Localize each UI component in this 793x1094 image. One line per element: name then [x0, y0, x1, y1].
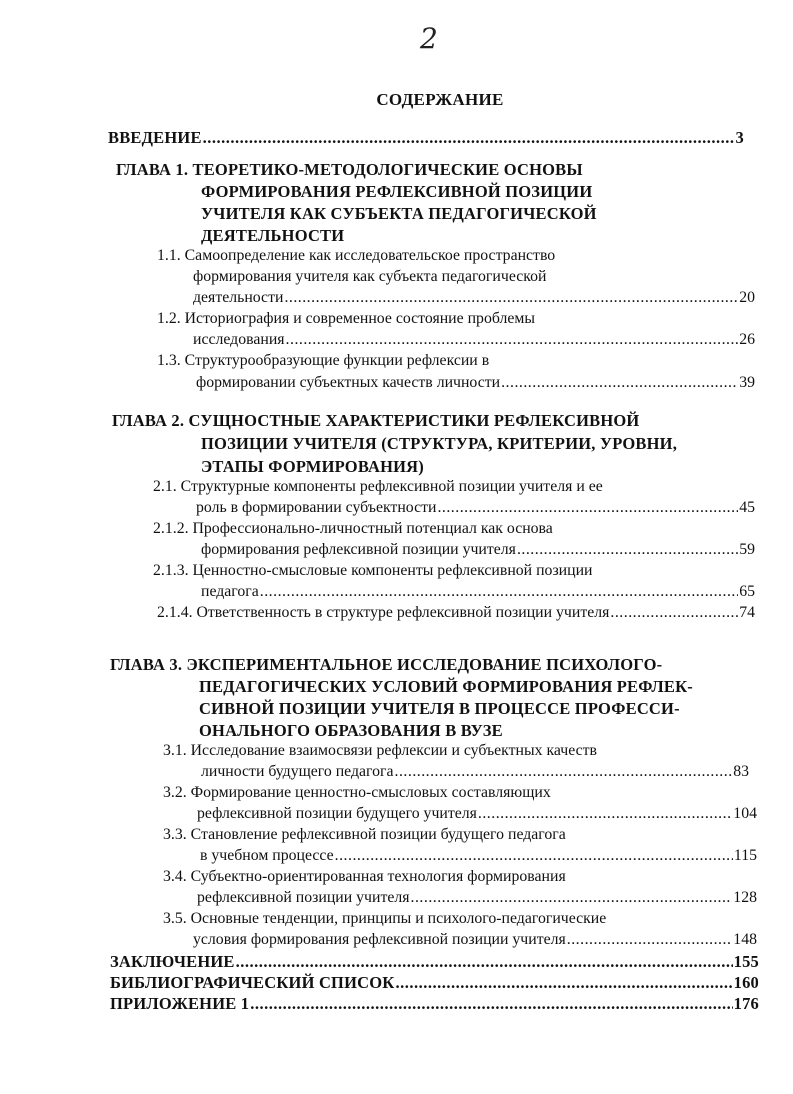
- leader-dots: [260, 583, 738, 601]
- toc-label: педагога: [201, 583, 259, 600]
- toc-label: формировании субъектных качеств личности: [196, 374, 501, 391]
- toc-entry-2-1-3[interactable]: [201, 583, 755, 601]
- leader-dots: [437, 499, 738, 517]
- chapter-2-heading-line-3: ЭТАПЫ ФОРМИРОВАНИЯ): [201, 457, 424, 476]
- toc-page: 176: [733, 994, 759, 1013]
- section-2-1-2-line-1: 2.1.2. Профессионально-личностный потенциал как основа: [153, 520, 553, 537]
- toc-page: 65: [739, 583, 755, 600]
- toc-entry-conclusion[interactable]: [110, 952, 759, 972]
- toc-entry-1-2[interactable]: [193, 331, 755, 349]
- toc-entry-2-1[interactable]: [196, 499, 755, 517]
- toc-page: 26: [739, 331, 755, 348]
- leader-dots: [567, 931, 733, 949]
- toc-label: ВВЕДЕНИЕ: [108, 128, 202, 147]
- leader-dots: [411, 889, 733, 907]
- leader-dots: [203, 128, 735, 148]
- chapter-2-heading-line-1: ГЛАВА 2. СУЩНОСТНЫЕ ХАРАКТЕРИСТИКИ РЕФЛЕКСИВНОЙ: [112, 411, 640, 430]
- toc-entry-1-3[interactable]: [196, 374, 755, 392]
- section-3-4-line-1: 3.4. Субъектно-ориентированная технология формирования: [163, 868, 566, 885]
- toc-label: формирования рефлексивной позиции учителя: [201, 541, 516, 558]
- leader-dots: [250, 994, 732, 1014]
- toc-page: 83: [733, 763, 749, 780]
- page-number: 2: [420, 22, 438, 55]
- toc-entry-3-2[interactable]: [197, 805, 757, 823]
- toc-label: роль в формировании субъектности: [196, 499, 437, 516]
- toc-page: 160: [733, 973, 759, 992]
- toc-page: 104: [733, 805, 757, 822]
- toc-entry-3-1[interactable]: [201, 763, 749, 781]
- toc-label: рефлексивной позиции учителя: [197, 889, 410, 906]
- section-1-1-line-1: 1.1. Самоопределение как исследовательское пространство: [157, 247, 556, 264]
- section-3-5-line-1: 3.5. Основные тенденции, принципы и психолого-педагогические: [163, 910, 607, 927]
- toc-entry-1-1[interactable]: [193, 289, 755, 307]
- toc-page: 45: [739, 499, 755, 516]
- leader-dots: [236, 952, 733, 972]
- toc-page: 115: [733, 847, 757, 864]
- chapter-3-heading-line-2: ПЕДАГОГИЧЕСКИХ УСЛОВИЙ ФОРМИРОВАНИЯ РЕФЛЕК-: [199, 677, 693, 696]
- toc-label: деятельности: [193, 289, 284, 306]
- toc-entry-introduction[interactable]: [108, 128, 744, 148]
- toc-entry-bibliography[interactable]: [110, 973, 759, 993]
- toc-label: рефлексивной позиции будущего учителя: [197, 805, 477, 822]
- leader-dots: [610, 604, 738, 622]
- section-2-1-line-1: 2.1. Структурные компоненты рефлексивной позиции учителя и ее: [153, 478, 603, 495]
- chapter-1-heading-line-1: ГЛАВА 1. ТЕОРЕТИКО-МЕТОДОЛОГИЧЕСКИЕ ОСНОВЫ: [116, 160, 583, 179]
- toc-page: 3: [735, 128, 744, 147]
- toc-entry-2-1-2[interactable]: [201, 541, 755, 559]
- toc-page: 39: [739, 374, 755, 391]
- leader-dots: [395, 973, 732, 993]
- toc-entry-appendix-1[interactable]: [110, 994, 759, 1014]
- toc-entry-2-1-4[interactable]: [157, 604, 755, 622]
- chapter-1-heading-line-4: ДЕЯТЕЛЬНОСТИ: [201, 226, 345, 245]
- toc-entry-3-4[interactable]: [197, 889, 757, 907]
- section-3-3-line-1: 3.3. Становление рефлексивной позиции будущего педагога: [163, 826, 566, 843]
- section-2-1-3-line-1: 2.1.3. Ценностно-смысловые компоненты рефлексивной позиции: [153, 562, 593, 579]
- toc-label: 2.1.4. Ответственность в структуре рефлексивной позиции учителя: [157, 604, 610, 621]
- leader-dots: [478, 805, 732, 823]
- chapter-2-heading-line-2: ПОЗИЦИИ УЧИТЕЛЯ (СТРУКТУРА, КРИТЕРИИ, УРОВНИ,: [201, 434, 678, 453]
- toc-label: в учебном процессе: [200, 847, 334, 864]
- leader-dots: [284, 289, 738, 307]
- toc-label: БИБЛИОГРАФИЧЕСКИЙ СПИСОК: [110, 973, 395, 992]
- toc-page: 20: [739, 289, 755, 306]
- chapter-3-heading-line-3: СИВНОЙ ПОЗИЦИИ УЧИТЕЛЯ В ПРОЦЕССЕ ПРОФЕССИ-: [199, 699, 680, 718]
- section-1-3-line-1: 1.3. Структурообразующие функции рефлексии в: [157, 352, 490, 369]
- chapter-1-heading-line-2: ФОРМИРОВАНИЯ РЕФЛЕКСИВНОЙ ПОЗИЦИИ: [201, 182, 593, 201]
- toc-page: 128: [733, 889, 757, 906]
- leader-dots: [501, 374, 738, 392]
- leader-dots: [517, 541, 738, 559]
- toc-page: 155: [733, 952, 759, 971]
- leader-dots: [395, 763, 733, 781]
- toc-entry-3-5[interactable]: [193, 931, 757, 949]
- toc-page: 74: [739, 604, 755, 621]
- toc-label: ЗАКЛЮЧЕНИЕ: [110, 952, 235, 971]
- toc-page: 59: [739, 541, 755, 558]
- toc-label: исследования: [193, 331, 285, 348]
- toc-entry-3-3[interactable]: [200, 847, 757, 865]
- section-3-2-line-1: 3.2. Формирование ценностно-смысловых составляющих: [163, 784, 551, 801]
- toc-label: условия формирования рефлексивной позиции учителя: [193, 931, 566, 948]
- chapter-3-heading-line-1: ГЛАВА 3. ЭКСПЕРИМЕНТАЛЬНОЕ ИССЛЕДОВАНИЕ ПСИХОЛОГО-: [110, 655, 663, 674]
- section-3-1-line-1: 3.1. Исследование взаимосвязи рефлексии и субъектных качеств: [163, 742, 597, 759]
- toc-page: 148: [733, 931, 757, 948]
- section-1-1-line-2: формирования учителя как субъекта педагогической: [193, 268, 547, 285]
- toc-label: личности будущего педагога: [201, 763, 394, 780]
- leader-dots: [335, 847, 733, 865]
- chapter-1-heading-line-3: УЧИТЕЛЯ КАК СУБЪЕКТА ПЕДАГОГИЧЕСКОЙ: [201, 204, 597, 223]
- page-title: СОДЕРЖАНИЕ: [376, 90, 504, 109]
- section-1-2-line-1: 1.2. Историография и современное состояние проблемы: [157, 310, 535, 327]
- chapter-3-heading-line-4: ОНАЛЬНОГО ОБРАЗОВАНИЯ В ВУЗЕ: [199, 721, 503, 740]
- toc-label: ПРИЛОЖЕНИЕ 1: [110, 994, 250, 1013]
- leader-dots: [286, 331, 739, 349]
